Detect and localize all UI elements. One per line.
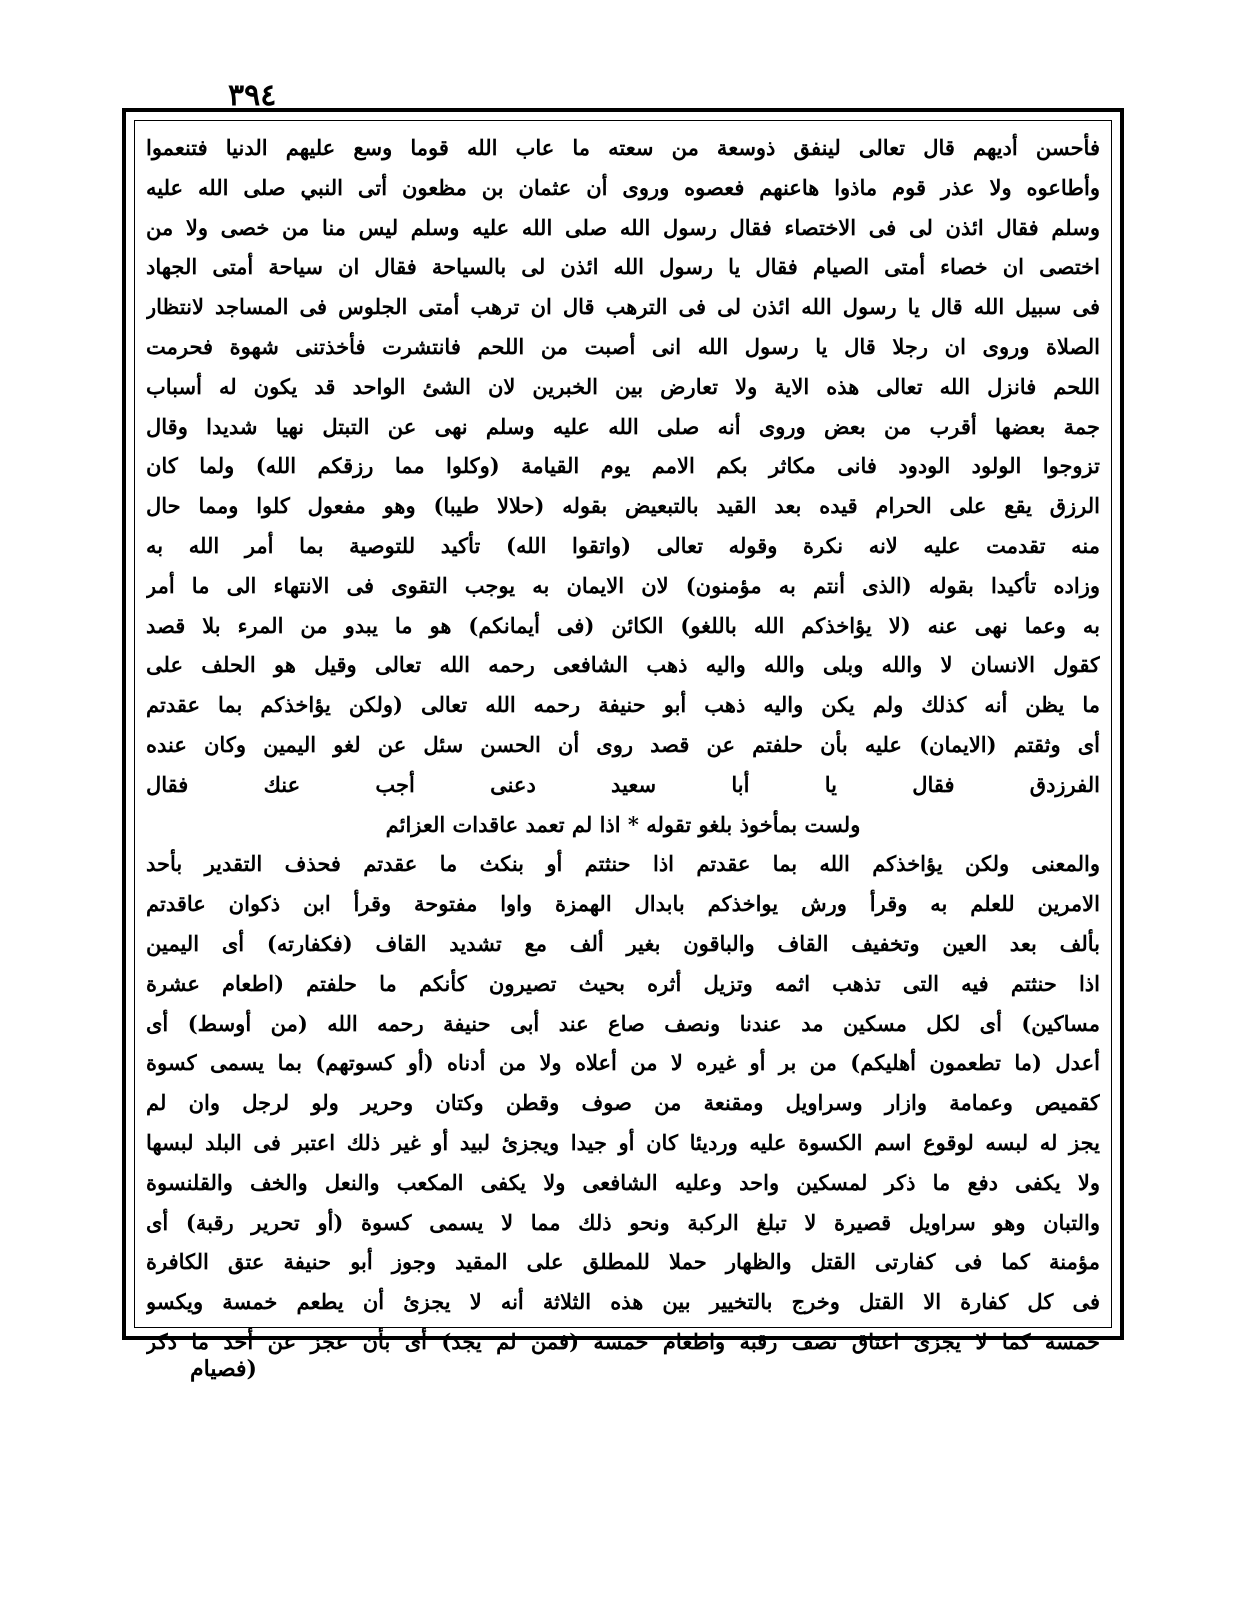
text-line: فأحسن أديهم قال تعالى لينفق ذوسعة من سعته ما عاب الله قوما وسع عليهم الدنيا فتنعموا <box>146 135 1100 160</box>
text-line: أى وثقتم (الايمان) عليه بأن حلفتم عن قصد روى أن الحسن سئل عن لغو اليمين وكان عنده <box>146 731 1100 757</box>
text-line: بألف بعد العين وتخفيف القاف والباقون بغير ألف مع تشديد القاف (فكفارته) أى اليمين <box>146 930 1100 956</box>
catchword: (فصيام <box>190 1356 257 1382</box>
main-text-block <box>146 128 1100 1354</box>
text-line: جمة بعضها أقرب من بعض وروى أنه صلى الله عليه وسلم نهى عن التبتل نهيا شديدا وقال <box>146 413 1100 439</box>
text-line: به وعما نهى عنه (لا يؤاخذكم الله باللغو) الكائن (فى أيمانكم) هو ما يبدو من المرء بلا قصد <box>146 612 1100 638</box>
page-number: ٣٩٤ <box>228 78 277 113</box>
poetry-verse: ولست بمأخوذ بلغو تقوله * اذا لم تعمد عاقدات العزائم <box>385 811 861 837</box>
text-line: تزوجوا الولود الودود فانى مكاثر بكم الامم يوم القيامة (وكلوا مما رزقكم الله) ولما كان <box>146 453 1100 479</box>
text-line: أعدل (ما تطعمون أهليكم) من بر أو غيره لا من أعلاه ولا من أدناه (أو كسوتهم) بما يسمى كسوة <box>146 1050 1100 1076</box>
text-line: اذا حنثتم فيه التى تذهب اثمه وتزيل أثره بحيث تصيرون كأنكم ما حلفتم (اطعام عشرة <box>146 970 1100 996</box>
text-line: منه تقدمت عليه لانه نكرة وقوله تعالى (واتقوا الله) تأكيد للتوصية بما أمر الله به <box>146 532 1100 558</box>
text-line: مؤمنة كما فى كفارتى القتل والظهار حملا للمطلق على المقيد وجوز أبو حنيفة عتق الكافرة <box>146 1249 1100 1275</box>
text-line: الصلاة وروى ان رجلا قال يا رسول الله انى أصبت من اللحم فانتشرت فأخذتنى شهوة فحرمت <box>146 333 1100 359</box>
text-line: الرزق يقع على الحرام قيده بعد القيد بالتبعيض بقوله (حلالا طيبا) وهو مفعول كلوا ومما حال <box>146 493 1100 519</box>
text-line: وزاده تأكيدا بقوله (الذى أنتم به مؤمنون) لان الايمان به يوجب التقوى فى الانتهاء الى ما أمر <box>146 572 1100 598</box>
text-line: الامرين للعلم به وقرأ ورش يواخذكم بابدال الهمزة واوا مفتوحة وقرأ ابن ذكوان عاقدتم <box>146 891 1100 917</box>
text-line: ما يظن أنه كذلك ولم يكن واليه ذهب أبو حنيفة رحمه الله تعالى (ولكن يؤاخذكم بما عقدتم <box>146 692 1100 718</box>
text-line: كقميص وعمامة وازار وسراويل ومقنعة من صوف وقطن وكتان وحرير ولو لرجل وان لم <box>146 1090 1100 1116</box>
text-line: كقول الانسان لا والله وبلى والله واليه ذهب الشافعى رحمه الله تعالى وقيل هو الحلف على <box>146 652 1100 678</box>
text-line: الفرزدق فقال يا أبا سعيد دعنى أجب عنك فقال <box>146 771 1100 797</box>
text-line: وسلم فقال ائذن لى فى الاختصاء فقال رسول الله صلى الله عليه وسلم ليس منا من خصى ولا من <box>146 214 1100 240</box>
text-line: خمسة كما لا يجزئ اعتاق نصف رقبة واطعام خمسة (فمن لم يجد) أى بأن عجز عن أحد ما ذكر <box>146 1328 1100 1354</box>
text-line: اللحم فانزل الله تعالى هذه الاية ولا تعارض بين الخبرين لان الشئ الواحد قد يكون له أسباب <box>146 373 1100 399</box>
text-line: فى سبيل الله قال يا رسول الله ائذن لى فى الترهب قال ان ترهب أمتى الجلوس فى المساجد لانتظار <box>146 294 1100 320</box>
text-line: وأطاعوه ولا عذر قوم ماذوا هاعنهم فعصوه وروى أن عثمان بن مظعون أتى النبي صلى الله عليه <box>146 174 1100 200</box>
text-line: والمعنى ولكن يؤاخذكم الله بما عقدتم اذا حنثتم أو بنكث ما عقدتم فحذف التقدير بأحد <box>146 851 1100 877</box>
text-line: اختصى ان خصاء أمتى الصيام فقال يا رسول الله ائذن لى بالسياحة فقال ان سياحة أمتى الجهاد <box>146 254 1100 280</box>
text-line: والتبان وهو سراويل قصيرة لا تبلغ الركبة ونحو ذلك مما لا يسمى كسوة (أو تحرير رقبة) أى <box>146 1209 1100 1235</box>
text-line: يجز له لبسه لوقوع اسم الكسوة عليه ورديئا كان أو جيدا ويجزئ لبيد أو غير ذلك اعتبر فى البلد لبسها <box>146 1129 1100 1155</box>
text-line: مساكين) أى لكل مسكين مد عندنا ونصف صاع عند أبى حنيفة رحمه الله (من أوسط) أى <box>146 1010 1100 1036</box>
text-line: ولا يكفى دفع ما ذكر لمسكين واحد وعليه الشافعى ولا يكفى المكعب والنعل والخف والقلنسوة <box>146 1169 1100 1195</box>
text-line: فى كل كفارة الا القتل وخرج بالتخيير بين هذه الثلاثة أنه لا يجزئ أن يطعم خمسة ويكسو <box>146 1289 1100 1315</box>
